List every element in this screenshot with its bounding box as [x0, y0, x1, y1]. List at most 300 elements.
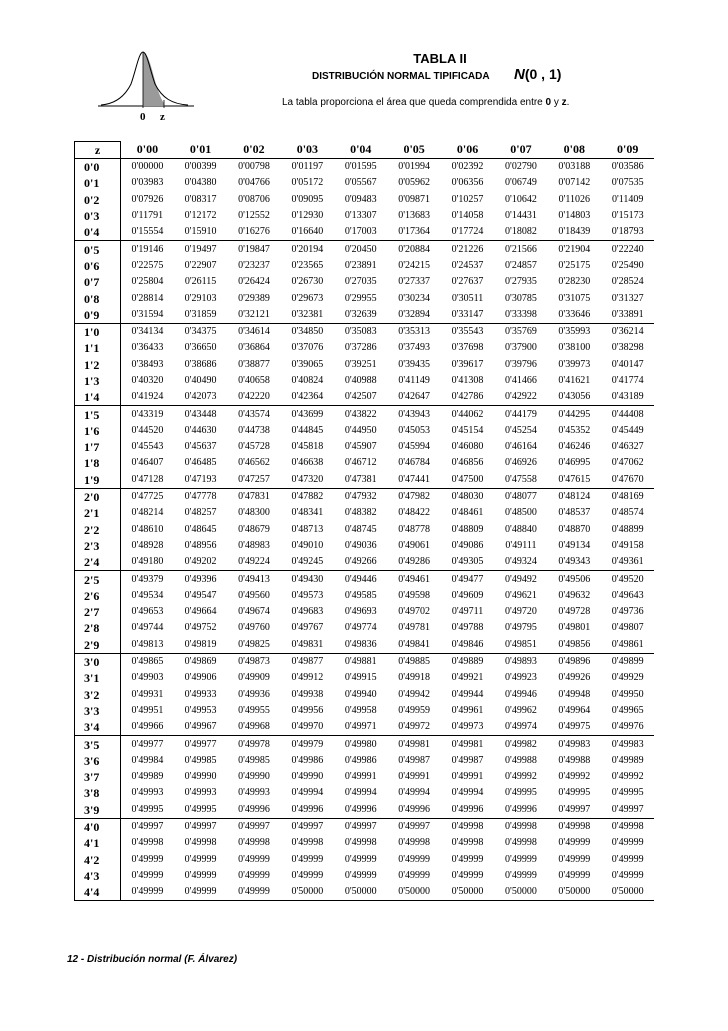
probability-cell: 0'29673 — [291, 292, 324, 304]
probability-cell: 0'47193 — [174, 472, 227, 489]
probability-cell: 0'49977 — [184, 738, 217, 750]
probability-cell: 0'37286 — [344, 342, 377, 354]
normal-curve-figure — [96, 40, 196, 126]
column-header: 0'00 — [121, 142, 174, 159]
probability-cell: 0'34375 — [184, 326, 217, 338]
row-z-value: 0'6 — [75, 258, 121, 274]
probability-cell: 0'49869 — [184, 656, 217, 668]
row-z-value: 2'6 — [75, 588, 121, 604]
probability-cell: 0'49988 — [505, 754, 537, 766]
probability-cell: 0'39435 — [398, 358, 431, 370]
row-z-value: 3'3 — [75, 703, 121, 719]
probability-cell: 0'49999 — [344, 869, 377, 881]
probability-cell: 0'49885 — [398, 656, 431, 668]
probability-cell: 0'49744 — [131, 622, 164, 634]
probability-cell: 0'49224 — [227, 554, 280, 571]
probability-cell: 0'49926 — [558, 672, 591, 684]
probability-cell: 0'13307 — [344, 210, 377, 222]
row-z-value: 3'5 — [75, 736, 121, 753]
probability-cell: 0'35313 — [398, 326, 431, 338]
probability-cell: 0'49343 — [548, 554, 601, 571]
probability-cell: 0'34850 — [291, 326, 324, 338]
probability-cell: 0'49720 — [505, 606, 537, 618]
probability-cell: 0'49379 — [131, 573, 164, 585]
probability-cell: 0'47128 — [121, 472, 174, 489]
probability-cell: 0'50000 — [601, 884, 654, 901]
probability-cell: 0'38877 — [238, 358, 270, 370]
probability-cell: 0'26424 — [238, 276, 270, 288]
row-z-value: 2'5 — [75, 571, 121, 588]
row-z-value: 1'8 — [75, 455, 121, 471]
row-z-value: 1'1 — [75, 340, 121, 356]
probability-cell: 0'49819 — [174, 637, 227, 654]
probability-cell: 0'19146 — [131, 243, 164, 255]
probability-cell: 0'39617 — [451, 358, 484, 370]
probability-cell: 0'49813 — [121, 637, 174, 654]
probability-cell: 0'49841 — [387, 637, 440, 654]
probability-cell: 0'11409 — [611, 193, 644, 205]
probability-cell: 0'49967 — [174, 719, 227, 736]
probability-cell: 0'48745 — [344, 523, 377, 535]
probability-cell: 0'43056 — [548, 389, 601, 406]
probability-cell: 0'49711 — [451, 606, 484, 618]
table-row — [75, 159, 655, 176]
probability-cell: 0'43943 — [398, 408, 431, 420]
probability-cell: 0'36214 — [611, 326, 644, 338]
probability-cell: 0'49975 — [548, 719, 601, 736]
probability-cell: 0'48778 — [398, 523, 431, 535]
probability-cell: 0'49861 — [601, 637, 654, 654]
table-row — [75, 389, 655, 406]
probability-cell: 0'49998 — [184, 837, 217, 849]
probability-cell: 0'49999 — [238, 869, 270, 881]
probability-cell: 0'49999 — [398, 853, 431, 865]
probability-cell: 0'49942 — [398, 688, 431, 700]
probability-cell: 0'49266 — [334, 554, 387, 571]
probability-cell: 0'49621 — [505, 589, 537, 601]
probability-cell: 0'10642 — [505, 193, 537, 205]
row-z-value: 0'5 — [75, 241, 121, 258]
probability-cell: 0'49889 — [451, 656, 484, 668]
probability-cell: 0'49997 — [291, 821, 324, 833]
probability-cell: 0'49111 — [505, 539, 537, 551]
probability-cell: 0'46080 — [451, 441, 484, 453]
probability-cell: 0'04766 — [238, 177, 270, 189]
probability-cell: 0'03586 — [611, 161, 644, 173]
row-z-value: 0'7 — [75, 274, 121, 290]
row-z-value: 3'2 — [75, 687, 121, 703]
probability-cell: 0'49986 — [291, 754, 324, 766]
probability-cell: 0'49968 — [227, 719, 280, 736]
probability-cell: 0'16640 — [281, 224, 334, 241]
probability-cell: 0'48500 — [505, 507, 537, 519]
probability-cell: 0'41774 — [611, 375, 644, 386]
row-z-value: 1'9 — [75, 472, 121, 489]
probability-cell: 0'49674 — [238, 606, 270, 618]
probability-cell: 0'00000 — [131, 161, 164, 173]
probability-cell: 0'28814 — [131, 292, 164, 304]
probability-cell: 0'49202 — [174, 554, 227, 571]
probability-cell: 0'48983 — [238, 539, 270, 551]
probability-cell: 0'49999 — [238, 853, 270, 865]
table-row — [75, 554, 655, 571]
distribution-notation — [514, 66, 561, 83]
probability-cell: 0'49752 — [184, 622, 217, 634]
probability-cell: 0'49999 — [227, 884, 280, 901]
probability-cell: 0'49807 — [611, 622, 644, 634]
probability-cell: 0'20194 — [291, 243, 324, 255]
probability-cell: 0'49998 — [451, 821, 484, 833]
table-row — [75, 802, 655, 819]
row-z-value: 0'4 — [75, 224, 121, 241]
probability-cell: 0'49985 — [238, 754, 270, 766]
probability-cell: 0'49693 — [344, 606, 377, 618]
probability-cell: 0'48341 — [291, 507, 324, 519]
probability-cell: 0'49831 — [281, 637, 334, 654]
row-z-value: 0'0 — [75, 159, 121, 176]
table-row — [75, 373, 655, 389]
probability-cell: 0'41621 — [558, 375, 591, 386]
probability-cell: 0'45254 — [505, 424, 537, 436]
table-row — [75, 258, 655, 274]
probability-cell: 0'45637 — [184, 441, 217, 453]
probability-cell: 0'14803 — [558, 210, 591, 222]
probability-cell: 0'49982 — [505, 738, 537, 750]
probability-cell: 0'49134 — [558, 539, 591, 551]
probability-cell: 0'42073 — [174, 389, 227, 406]
table-header-row — [75, 142, 655, 159]
probability-cell: 0'49801 — [558, 622, 591, 634]
probability-cell: 0'45818 — [291, 441, 324, 453]
row-z-value: 1'4 — [75, 389, 121, 406]
probability-cell: 0'49965 — [611, 704, 644, 716]
probability-cell: 0'49547 — [184, 589, 217, 601]
table-row — [75, 868, 655, 884]
probability-cell: 0'15554 — [121, 224, 174, 241]
probability-cell: 0'47670 — [601, 472, 654, 489]
probability-cell: 0'49999 — [611, 869, 644, 881]
probability-cell: 0'49990 — [184, 771, 217, 783]
probability-cell: 0'25175 — [558, 259, 591, 271]
probability-cell: 0'41308 — [451, 375, 484, 386]
probability-cell: 0'31327 — [611, 292, 644, 304]
probability-cell: 0'49999 — [174, 884, 227, 901]
probability-cell: 0'49998 — [238, 837, 270, 849]
probability-cell: 0'09095 — [291, 193, 324, 205]
probability-cell: 0'49477 — [451, 573, 484, 585]
probability-cell: 0'46995 — [558, 457, 591, 469]
probability-cell: 0'47441 — [387, 472, 440, 489]
table-row — [75, 753, 655, 769]
table-row — [75, 538, 655, 554]
probability-cell: 0'49998 — [291, 837, 324, 849]
table-row — [75, 290, 655, 306]
probability-cell: 0'48461 — [451, 507, 484, 519]
probability-cell: 0'49999 — [131, 853, 164, 865]
probability-cell: 0'30511 — [451, 292, 484, 304]
table-row — [75, 719, 655, 736]
probability-cell: 0'38493 — [131, 358, 164, 370]
probability-cell: 0'49865 — [131, 656, 164, 668]
probability-cell: 0'49893 — [505, 656, 537, 668]
probability-cell: 0'49760 — [238, 622, 270, 634]
row-z-value: 2'0 — [75, 488, 121, 505]
probability-cell: 0'22575 — [131, 259, 164, 271]
probability-cell: 0'40658 — [238, 375, 270, 386]
probability-cell: 0'49993 — [184, 787, 217, 799]
probability-cell: 0'49598 — [398, 589, 431, 601]
column-header: 0'09 — [601, 142, 654, 159]
table-row — [75, 851, 655, 867]
probability-cell: 0'26115 — [184, 276, 217, 288]
probability-cell: 0'01197 — [291, 161, 324, 173]
probability-cell: 0'49061 — [398, 539, 431, 551]
row-z-value: 1'5 — [75, 406, 121, 423]
probability-cell: 0'40824 — [291, 375, 324, 386]
probability-cell: 0'44295 — [558, 408, 591, 420]
probability-cell: 0'49643 — [611, 589, 644, 601]
probability-cell: 0'38298 — [611, 342, 644, 354]
column-header: 0'06 — [441, 142, 494, 159]
probability-cell: 0'47257 — [227, 472, 280, 489]
probability-cell: 0'47500 — [441, 472, 494, 489]
probability-cell: 0'49951 — [131, 704, 164, 716]
probability-cell: 0'28230 — [558, 276, 591, 288]
probability-cell: 0'49873 — [238, 656, 270, 668]
probability-cell: 0'49999 — [291, 869, 324, 881]
probability-cell: 0'21566 — [505, 243, 537, 255]
probability-cell: 0'42220 — [227, 389, 280, 406]
probability-cell: 0'49086 — [451, 539, 484, 551]
probability-cell: 0'49999 — [344, 853, 377, 865]
probability-cell: 0'32121 — [227, 307, 280, 324]
probability-cell: 0'49978 — [238, 738, 270, 750]
probability-cell: 0'48840 — [505, 523, 537, 535]
row-z-value: 0'9 — [75, 307, 121, 324]
probability-cell: 0'49999 — [291, 853, 324, 865]
probability-cell: 0'49996 — [227, 802, 280, 819]
probability-cell: 0'23237 — [238, 259, 270, 271]
table-row — [75, 769, 655, 785]
table-row — [75, 604, 655, 620]
probability-cell: 0'49413 — [238, 573, 270, 585]
probability-cell: 0'49915 — [344, 672, 377, 684]
probability-cell: 0'49994 — [398, 787, 431, 799]
probability-cell: 0'40490 — [184, 375, 217, 386]
probability-cell: 0'44845 — [291, 424, 324, 436]
probability-cell: 0'48956 — [184, 539, 217, 551]
probability-cell: 0'11791 — [131, 210, 164, 222]
probability-cell: 0'46485 — [184, 457, 217, 469]
probability-cell: 0'10257 — [451, 193, 484, 205]
probability-cell: 0'49995 — [611, 787, 644, 799]
table-caption: La tabla proporciona el área que queda comprendida entre 0 y z. — [282, 97, 570, 108]
probability-cell: 0'49979 — [291, 738, 324, 750]
probability-cell: 0'47725 — [131, 491, 164, 503]
probability-cell: 0'49305 — [441, 554, 494, 571]
probability-cell: 0'25490 — [611, 259, 644, 271]
probability-cell: 0'39251 — [344, 358, 377, 370]
probability-cell: 0'49938 — [291, 688, 324, 700]
table-row — [75, 455, 655, 471]
table-row — [75, 340, 655, 356]
probability-cell: 0'45728 — [238, 441, 270, 453]
probability-cell: 0'49999 — [121, 884, 174, 901]
row-z-value: 2'9 — [75, 637, 121, 654]
probability-cell: 0'49992 — [611, 771, 644, 783]
probability-cell: 0'08706 — [238, 193, 270, 205]
probability-cell: 0'49906 — [184, 672, 217, 684]
probability-cell: 0'49997 — [184, 821, 217, 833]
header-corner-z: z — [75, 142, 121, 159]
probability-cell: 0'49998 — [398, 837, 431, 849]
probability-cell: 0'48679 — [238, 523, 270, 535]
table-row — [75, 307, 655, 324]
probability-cell: 0'49998 — [611, 821, 644, 833]
probability-cell: 0'05172 — [291, 177, 324, 189]
probability-cell: 0'19497 — [184, 243, 217, 255]
probability-cell: 0'47062 — [611, 457, 644, 469]
probability-cell: 0'26730 — [291, 276, 324, 288]
probability-cell: 0'45352 — [558, 424, 591, 436]
probability-cell: 0'49903 — [131, 672, 164, 684]
probability-cell: 0'42647 — [387, 389, 440, 406]
probability-cell: 0'49573 — [291, 589, 324, 601]
row-z-value: 3'0 — [75, 653, 121, 670]
probability-cell: 0'35993 — [558, 326, 591, 338]
probability-cell: 0'42507 — [334, 389, 387, 406]
table-row — [75, 785, 655, 801]
probability-cell: 0'49940 — [344, 688, 377, 700]
probability-cell: 0'47778 — [184, 491, 217, 503]
probability-cell: 0'48645 — [184, 523, 217, 535]
probability-cell: 0'49998 — [131, 837, 164, 849]
row-z-value: 1'0 — [75, 323, 121, 340]
probability-cell: 0'49836 — [334, 637, 387, 654]
probability-cell: 0'49987 — [451, 754, 484, 766]
probability-cell: 0'14058 — [451, 210, 484, 222]
probability-cell: 0'49446 — [344, 573, 377, 585]
table-row — [75, 175, 655, 191]
probability-cell: 0'49998 — [505, 821, 537, 833]
table-row — [75, 192, 655, 208]
page-footer: 12 - Distribución normal (F. Álvarez) — [67, 954, 238, 965]
probability-cell: 0'07142 — [558, 177, 591, 189]
row-z-value: 0'2 — [75, 192, 121, 208]
probability-cell: 0'47615 — [548, 472, 601, 489]
probability-cell: 0'49972 — [387, 719, 440, 736]
probability-cell: 0'46784 — [398, 457, 431, 469]
probability-cell: 0'29389 — [238, 292, 270, 304]
probability-cell: 0'49923 — [505, 672, 537, 684]
row-z-value: 3'8 — [75, 785, 121, 801]
row-z-value: 2'3 — [75, 538, 121, 554]
probability-cell: 0'25804 — [131, 276, 164, 288]
probability-cell: 0'43319 — [131, 408, 164, 420]
probability-cell: 0'41924 — [121, 389, 174, 406]
probability-cell: 0'49991 — [344, 771, 377, 783]
probability-cell: 0'49999 — [611, 837, 644, 849]
probability-cell: 0'48928 — [131, 539, 164, 551]
probability-cell: 0'49997 — [131, 821, 164, 833]
probability-cell: 0'48300 — [238, 507, 270, 519]
probability-cell: 0'49995 — [121, 802, 174, 819]
table-row — [75, 687, 655, 703]
probability-cell: 0'50000 — [281, 884, 334, 901]
row-z-value: 2'8 — [75, 620, 121, 636]
probability-cell: 0'36433 — [131, 342, 164, 354]
table-row — [75, 488, 655, 505]
probability-cell: 0'49974 — [494, 719, 547, 736]
probability-cell: 0'33147 — [441, 307, 494, 324]
probability-cell: 0'29955 — [344, 292, 377, 304]
probability-cell: 0'50000 — [548, 884, 601, 901]
probability-cell: 0'49560 — [238, 589, 270, 601]
probability-cell: 0'03983 — [131, 177, 164, 189]
table-row — [75, 472, 655, 489]
probability-cell: 0'49981 — [451, 738, 484, 750]
probability-cell: 0'49961 — [451, 704, 484, 716]
table-row — [75, 588, 655, 604]
probability-cell: 0'49999 — [505, 853, 537, 865]
probability-cell: 0'49994 — [451, 787, 484, 799]
probability-cell: 0'47882 — [291, 491, 324, 503]
probability-cell: 0'44062 — [451, 408, 484, 420]
row-z-value: 1'6 — [75, 423, 121, 439]
probability-cell: 0'49999 — [611, 853, 644, 865]
table-row — [75, 241, 655, 258]
probability-cell: 0'01595 — [344, 161, 377, 173]
probability-cell: 0'49992 — [558, 771, 591, 783]
probability-cell: 0'22907 — [184, 259, 217, 271]
probability-cell: 0'49999 — [451, 853, 484, 865]
probability-cell: 0'42364 — [281, 389, 334, 406]
probability-cell: 0'43574 — [238, 408, 270, 420]
probability-cell: 0'49999 — [558, 869, 591, 881]
column-header: 0'07 — [494, 142, 547, 159]
probability-cell: 0'46562 — [238, 457, 270, 469]
probability-cell: 0'49988 — [558, 754, 591, 766]
probability-cell: 0'42922 — [494, 389, 547, 406]
probability-cell: 0'00399 — [184, 161, 217, 173]
probability-cell: 0'09871 — [398, 193, 431, 205]
probability-cell: 0'31859 — [174, 307, 227, 324]
probability-cell: 0'49846 — [441, 637, 494, 654]
probability-cell: 0'33398 — [494, 307, 547, 324]
probability-cell: 0'49959 — [398, 704, 431, 716]
probability-cell: 0'49946 — [505, 688, 537, 700]
table-row — [75, 406, 655, 423]
probability-cell: 0'49944 — [451, 688, 484, 700]
probability-cell: 0'31075 — [558, 292, 591, 304]
probability-cell: 0'48214 — [131, 507, 164, 519]
probability-cell: 0'49851 — [494, 637, 547, 654]
probability-cell: 0'33646 — [548, 307, 601, 324]
row-z-value: 4'1 — [75, 835, 121, 851]
probability-cell: 0'49245 — [281, 554, 334, 571]
probability-cell: 0'49995 — [174, 802, 227, 819]
probability-cell: 0'49767 — [291, 622, 324, 634]
probability-cell: 0'24537 — [451, 259, 484, 271]
probability-cell: 0'46856 — [451, 457, 484, 469]
probability-cell: 0'49950 — [611, 688, 644, 700]
probability-cell: 0'02392 — [451, 161, 484, 173]
probability-cell: 0'14431 — [505, 210, 537, 222]
column-header: 0'05 — [387, 142, 440, 159]
table-row — [75, 439, 655, 455]
probability-cell: 0'48030 — [451, 491, 484, 503]
probability-cell: 0'49506 — [558, 573, 591, 585]
